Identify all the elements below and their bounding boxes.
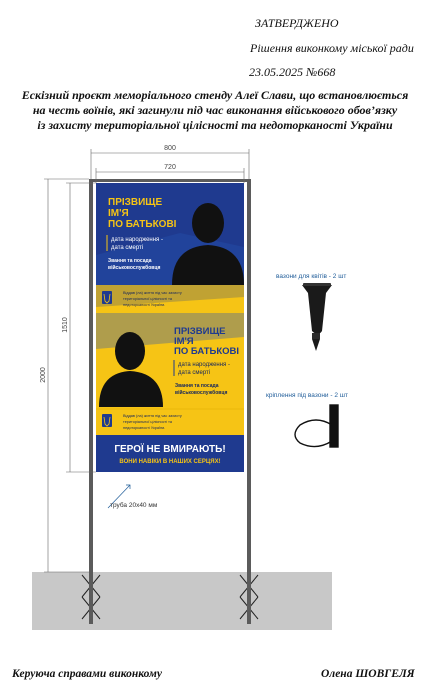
name-line: ПРІЗВИЩЕ	[108, 197, 163, 208]
dimension-board-width: 720	[164, 164, 176, 171]
document-title	[0, 88, 430, 133]
dates-line: дата смерті	[111, 245, 144, 251]
memorial-board	[96, 183, 244, 472]
name-line: ПРІЗВИЩЕ	[174, 326, 226, 337]
approval-decision: Рішення виконкому міської ради	[250, 41, 414, 55]
info-line: Віддав (ла) життя під час захисту	[123, 414, 182, 418]
title-line: на честь воїнів, які загинули під час виконання військового обов’язку	[32, 103, 398, 117]
name-line: ПО БАТЬКОВІ	[108, 219, 177, 230]
rank-line: військовослужбовця	[175, 390, 228, 396]
trident-icon	[102, 291, 112, 304]
name-line: ІМ'Я	[108, 208, 129, 219]
slogan-sub: ВОНИ НАВІКИ В НАШИХ СЕРЦЯХ!	[119, 459, 221, 465]
approval-stamp: ЗАТВЕРДЖЕНО	[255, 16, 339, 30]
rank-line: Звання та посада	[175, 383, 219, 389]
signature-name: Олена ШОВГЕЛЯ	[321, 668, 415, 680]
dates-line: дата смерті	[178, 370, 211, 376]
stand-drawing	[0, 135, 430, 635]
signature-title: Керуюча справами виконкому	[12, 668, 162, 680]
dimension-total-width: 800	[164, 145, 176, 152]
title-line: Ескізний проєкт меморіального стенду Алеї Слави, що встановлюється	[21, 88, 409, 102]
info-line: недоторканості України.	[123, 426, 166, 430]
right-post	[247, 179, 251, 624]
name-line: ПО БАТЬКОВІ	[174, 346, 240, 357]
rank-line: Звання та посада	[108, 258, 152, 264]
title-line: із захисту територіальної цілісності та недоторканості України	[37, 118, 393, 132]
approval-date-number: 23.05.2025 №668	[249, 65, 336, 79]
left-post	[89, 179, 93, 624]
dimension-total-height: 2000	[40, 367, 47, 383]
pipe-label: труба 20х40 мм	[110, 502, 158, 509]
info-line: територіальної цілісності та	[123, 297, 172, 301]
dimension-board-height: 1510	[62, 317, 69, 333]
trident-icon	[102, 414, 112, 427]
vase-mount-icon	[295, 405, 338, 447]
top-rail	[89, 179, 251, 182]
vases-label: вазони для квітів - 2 шт	[276, 273, 347, 280]
slogan-main: ГЕРОЇ НЕ ВМИРАЮТЬ!	[114, 444, 226, 455]
mounts-label: кріплення під вазони - 2 шт	[266, 392, 348, 399]
dates-line: дата народження -	[111, 237, 163, 243]
info-line: територіальної цілісності та	[123, 420, 172, 424]
info-line: Віддав (ла) життя під час захисту	[123, 291, 182, 295]
rank-line: військовослужбовця	[108, 265, 161, 271]
info-line: недоторканості України.	[123, 303, 166, 307]
dates-line: дата народження -	[178, 362, 230, 368]
name-line: ІМ'Я	[174, 336, 194, 347]
ground-block	[32, 572, 332, 630]
vase-icon	[302, 283, 332, 351]
